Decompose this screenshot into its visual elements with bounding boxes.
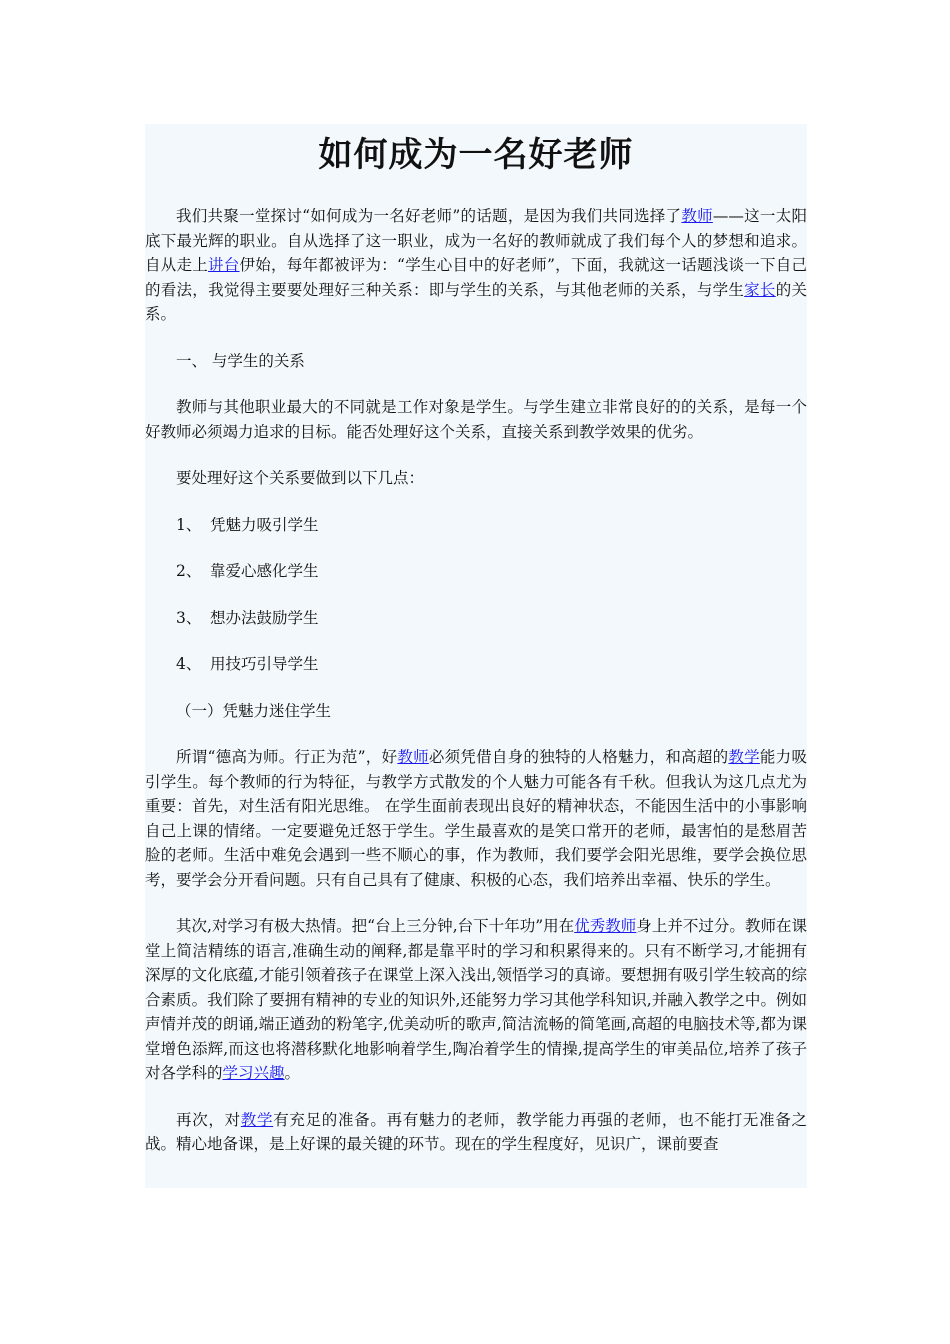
intro-paragraph — [145, 204, 807, 327]
link-teaching[interactable]: 教学 — [728, 748, 760, 766]
text-span: ——这一太阳底下最光辉的职业。自从选择了这一职业，成为一名好的教师就成了我们每个人的梦想和追求。自从走上 — [145, 207, 807, 274]
list-item — [145, 513, 807, 538]
list-text: 靠爱心感化学生 — [210, 562, 319, 580]
link-teaching[interactable]: 教学 — [240, 1110, 274, 1129]
list-text: 用技巧引导学生 — [210, 655, 319, 673]
list-number: 3、 — [176, 608, 202, 627]
text-span: 有充足的准备。再有魅力的老师，教学能力再强的老师，也不能打无准备之战。精心地备课，是上好课的最关键的环节。现在的学生程度好，见识广，课前要查 — [145, 1110, 807, 1153]
list-item — [145, 606, 807, 631]
text-span: 我们共聚一堂探讨“如何成为一名好老师”的话题，是因为我们共同选择了 — [176, 207, 682, 225]
text-span: 所谓“德高为师。行正为范”，好 — [176, 748, 398, 766]
text-span: 伊始，每年都被评为：“学生心目中的好老师”，下面，我就这一话题浅谈一下自己的看法，我觉得主要要处理好三种关系：即与学生的关系，与其他老师的关系，与学生 — [145, 256, 807, 299]
paragraph: 教师与其他职业最大的不同就是工作对象是学生。与学生建立非常良好的的关系，是每一个好教师必须竭力追求的目标。能否处理好这个关系，直接关系到教学效果的优劣。 — [145, 398, 807, 441]
paragraph — [145, 745, 807, 892]
link-parents[interactable]: 家长 — [744, 280, 776, 299]
list-text: 想办法鼓励学生 — [210, 608, 319, 627]
document-body — [145, 124, 807, 1188]
text-span: 身上并不过分。教师在课堂上简洁精练的语言,准确生动的阐释,都是靠平时的学习和积累得来的。只有不断学习,才能拥有深厚的文化底蕴,才能引领着孩子在课堂上深入浅出,领悟学习的真谛。要想拥有吸引学生较高的综合素质。我们除了要拥有精神的专业的知识外,还能努力学习其他学科知识,并融入教学之中。例如声情并茂的朗诵,端正遒劲的粉笔字,优美动听的歌声,简洁流畅的简笔画,高超的电脑技术等,都为课堂增色添辉,而这也将潜移默化地影响着学生,陶冶着学生的情操,提高学生的审美品位,培养了孩子对各学科的 — [145, 917, 807, 1082]
text-span: 能力吸引学生。每个教师的行为特征，与教学方式散发的个人魅力可能各有千秋。但我认为这几点尤为重要：首先，对生活有阳光思维。 在学生面前表现出良好的精神状态，不能因生活中的小事影响自己上课的情绪。一定要避免迁怒于学生。学生最喜欢的是笑口常开的老师，最害怕的是愁眉苦脸的老师。生活中难免会遇到一些不顺心的事，作为教师，我们要学会阳光思维，要学会换位思考，要学会分开看问题。只有自己具有了健康、积极的心态，我们培养出幸福、快乐的学生。 — [145, 748, 807, 889]
text-span: 必须凭借自身的独特的人格魅力，和高超的 — [428, 748, 729, 766]
link-learning-interest[interactable]: 学习兴趣 — [222, 1064, 285, 1082]
paragraph — [145, 914, 807, 1086]
paragraph — [145, 1108, 807, 1157]
list-number: 1、 — [176, 515, 202, 534]
list-number: 2、 — [176, 562, 202, 580]
link-excellent-teacher[interactable]: 优秀教师 — [574, 917, 637, 935]
list-item — [145, 559, 807, 584]
link-podium[interactable]: 讲台 — [208, 256, 240, 274]
link-teacher[interactable]: 教师 — [681, 207, 713, 225]
text-span: 。 — [284, 1064, 301, 1082]
sub-heading: （一）凭魅力迷住学生 — [176, 701, 332, 720]
text-span: 的关系。 — [145, 280, 807, 323]
document-title: 如何成为一名好老师 — [318, 135, 634, 175]
text-span: 再次，对 — [176, 1110, 241, 1129]
link-teacher[interactable]: 教师 — [397, 748, 429, 766]
list-number: 4、 — [176, 655, 202, 673]
list-text: 凭魅力吸引学生 — [210, 515, 319, 534]
text-span: 其次,对学习有极大热情。把“台上三分钟,台下十年功”用在 — [176, 917, 575, 935]
paragraph: 要处理好这个关系要做到以下几点： — [176, 469, 425, 487]
list-item — [145, 652, 807, 677]
section-heading: 一、 与学生的关系 — [176, 351, 305, 370]
